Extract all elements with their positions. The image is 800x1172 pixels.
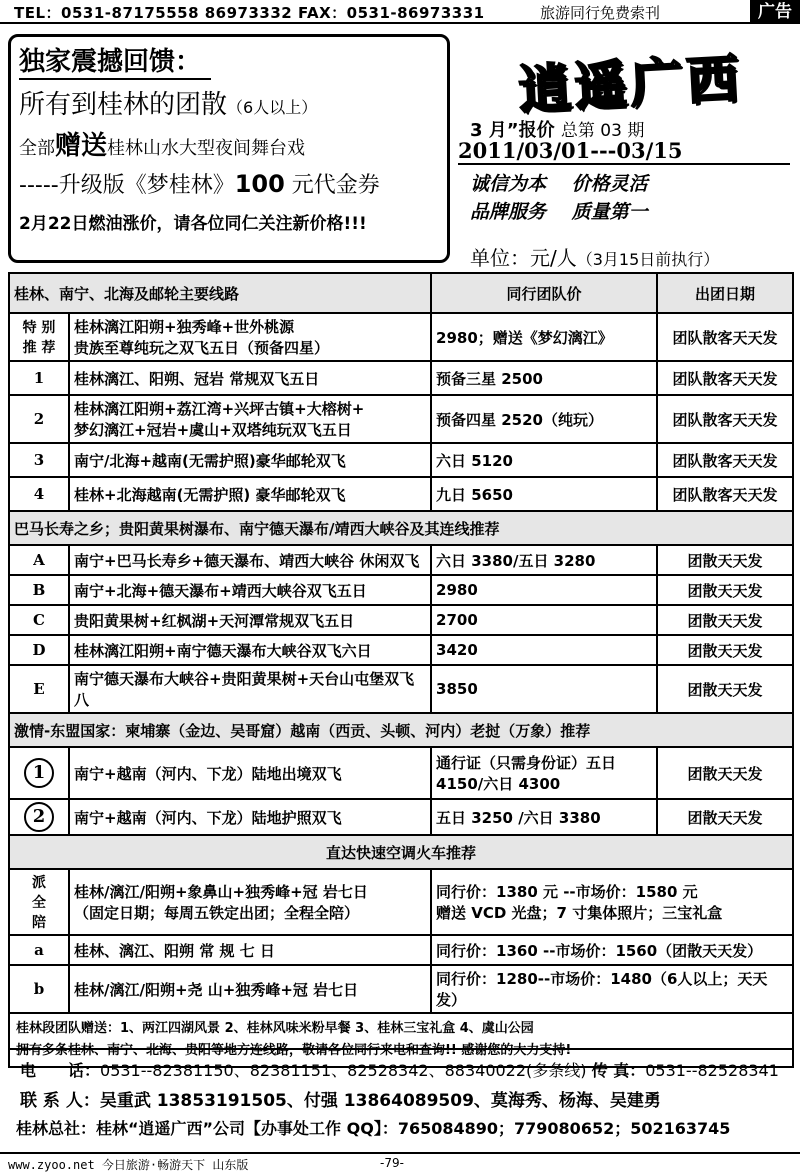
row-route: 南宁+巴马长寿乡+德天瀑布、靖西大峡谷 休闲双飞 (69, 545, 431, 575)
row-depart: 团散天天发 (657, 799, 793, 835)
table-row (9, 869, 793, 935)
row-price: 通行证（只需身份证）五日 4150/六日 4300 (431, 747, 657, 799)
row-price: 九日 5650 (431, 477, 657, 511)
row-depart: 团散天天发 (657, 747, 793, 799)
promo-line-2-note: （6人以上） (227, 98, 318, 117)
ad-badge: 广告 (750, 0, 800, 24)
row-route: 南宁德天瀑布大峡谷+贵阳黄果树+天台山屯堡双飞八 (69, 665, 431, 713)
row-index: B (9, 575, 69, 605)
promo-line-4-pre: -----升级版《梦桂林》 (19, 173, 235, 198)
row-depart: 团队散客天天发 (657, 443, 793, 477)
phone-label: 电 话： (20, 1061, 101, 1080)
contact-people: 吴重武 13853191505、付强 13864089509、莫海秀、杨海、吴建勇 (99, 1091, 661, 1111)
site-footer: www.zyoo.net 今日旅游·畅游天下 山东版 (8, 1158, 249, 1172)
row-index: E (9, 665, 69, 713)
hq-text: 桂林“逍遥广西”公司【办事处工作 QQ】：765084890；779080652；502163745 (96, 1119, 731, 1138)
hq-label: 桂林总社： (16, 1119, 97, 1138)
promo-gift-word: 赠送 (55, 131, 108, 161)
table-row (9, 747, 793, 799)
table-row (9, 545, 793, 575)
contact-note: 拥有多条桂林、南宁、北海、贵阳等地方连线路，敬请各位同行来电和查询!! 感谢您的大力支持! (16, 1043, 572, 1058)
group-bama-routes (9, 545, 793, 713)
section-train (9, 835, 793, 869)
slogan-1: 诚信为本 价格灵活 (470, 173, 648, 195)
gift-note: 桂林段团队赠送：1、两江四湖风景 2、桂林风味米粉早餐 3、桂林三宝礼盒 4、虞山公园 (16, 1021, 534, 1036)
section-train-title: 直达快速空调火车推荐 (9, 835, 793, 869)
date-range: 2011/03/01---03/15 (458, 138, 790, 165)
row-depart: 团队散客天天发 (657, 361, 793, 395)
row-index: 派 全 陪 (9, 869, 69, 935)
promo-box (8, 34, 450, 263)
brand-logo: 逍遥广西 (516, 48, 744, 121)
fuel-notice: 2月22日燃油涨价，请各位同仁关注新价格!!! (19, 214, 367, 234)
row-depart: 团队散客天天发 (657, 477, 793, 511)
route-table (8, 272, 794, 1068)
issue-number: 总第 03 期 (560, 121, 645, 141)
row-route: 桂林漓江阳朔+独秀峰+世外桃源 贵族至尊纯玩之双飞五日（预备四星） (69, 313, 431, 361)
row-depart: 团散天天发 (657, 635, 793, 665)
fax-label: 传 真： (591, 1061, 646, 1080)
row-route: 桂林/漓江/阳朔+尧 山+独秀峰+冠 岩七日 (69, 965, 431, 1013)
promo-line-4 (19, 168, 439, 199)
row-index: b (9, 965, 69, 1013)
group-train-routes (9, 869, 793, 1013)
row-index: 特 别 推 荐 (9, 313, 69, 361)
promo-line-4-post: 元代金券 (284, 173, 380, 198)
row-price: 2980 (431, 575, 657, 605)
row-route: 桂林漓江阳朔+荔江湾+兴坪古镇+大榕树+ 梦幻漓江+冠岩+虞山+双塔纯玩双飞五日 (69, 395, 431, 443)
issue-month: 3 月”报价 (470, 120, 555, 141)
row-price: 六日 5120 (431, 443, 657, 477)
slogans (470, 170, 790, 226)
contact-line: TEL：0531-87175558 86973332 FAX：0531-86973331 (14, 4, 485, 22)
footer-contacts (8, 1048, 792, 1152)
table-row (9, 965, 793, 1013)
row-depart: 团散天天发 (657, 575, 793, 605)
table-row (9, 575, 793, 605)
row-index (9, 799, 69, 835)
row-price: 五日 3250 /六日 3380 (431, 799, 657, 835)
phone-line (20, 1058, 779, 1081)
promo-line-3-pre: 全部 (19, 138, 55, 159)
publication-subtitle: 旅游同行免费索刊 (540, 4, 661, 22)
row-index-circle: 1 (24, 758, 54, 788)
header-depart: 出团日期 (657, 273, 793, 313)
row-depart: 团队散客天天发 (657, 395, 793, 443)
row-index: D (9, 635, 69, 665)
row-depart: 团散天天发 (657, 665, 793, 713)
row-index: 4 (9, 477, 69, 511)
contact-label: 联 系 人： (20, 1091, 100, 1111)
table-row (9, 477, 793, 511)
row-route: 桂林+北海越南(无需护照) 豪华邮轮双飞 (69, 477, 431, 511)
price-unit-note: （3月15日前执行） (576, 250, 720, 269)
row-index: 2 (9, 395, 69, 443)
row-route: 南宁/北海+越南(无需护照)豪华邮轮双飞 (69, 443, 431, 477)
row-price: 3420 (431, 635, 657, 665)
promo-line-2-text: 所有到桂林的团散 (19, 90, 228, 120)
row-index: A (9, 545, 69, 575)
table-row (9, 935, 793, 965)
fax-number: 0531--82528341 (645, 1061, 779, 1080)
row-route: 桂林/漓江/阳朔+象鼻山+独秀峰+冠 岩七日 （固定日期；每周五铁定出团；全程全陪） (69, 869, 431, 935)
row-route: 桂林漓江阳朔+南宁德天瀑布大峡谷双飞六日 (69, 635, 431, 665)
table-row (9, 799, 793, 835)
top-bar (0, 0, 800, 24)
price-unit-text: 单位：元/人 (470, 246, 577, 270)
table-row (9, 313, 793, 361)
row-depart: 团散天天发 (657, 545, 793, 575)
row-price: 3850 (431, 665, 657, 713)
row-index: 3 (9, 443, 69, 477)
contact-line (20, 1086, 661, 1111)
table-row (9, 665, 793, 713)
section-asean (9, 713, 793, 747)
row-route: 南宁+越南（河内、下龙）陆地护照双飞 (69, 799, 431, 835)
row-depart: 团队散客天天发 (657, 313, 793, 361)
hq-line (16, 1116, 730, 1139)
page-number: -79- (380, 1156, 404, 1170)
group-asean-routes (9, 747, 793, 835)
row-price: 2980；赠送《梦幻漓江》 (431, 313, 657, 361)
row-route: 桂林、漓江、阳朔 常 规 七 日 (69, 935, 431, 965)
table-header (9, 273, 793, 313)
promo-line-3 (19, 125, 439, 162)
promo-line-3-post: 桂林山水大型夜间舞台戏 (107, 138, 306, 159)
group-main-routes (9, 313, 793, 511)
row-price: 预备四星 2520（纯玩） (431, 395, 657, 443)
table-row (9, 443, 793, 477)
bottom-bar (0, 1152, 800, 1172)
promo-voucher-amount: 100 (234, 170, 285, 198)
row-price: 六日 3380/五日 3280 (431, 545, 657, 575)
section-bama (9, 511, 793, 545)
table-row (9, 395, 793, 443)
table-row (9, 361, 793, 395)
header-price: 同行团队价 (431, 273, 657, 313)
row-price: 2700 (431, 605, 657, 635)
row-price: 同行价：1280--市场价：1480（6人以上；天天发） (431, 965, 793, 1013)
row-index: a (9, 935, 69, 965)
table-row (9, 635, 793, 665)
row-depart: 团散天天发 (657, 605, 793, 635)
row-index-circle: 2 (24, 802, 54, 832)
table-row (9, 605, 793, 635)
phone-numbers: 0531--82381150、82381151、82528342、88340022(多条线) (100, 1061, 587, 1080)
row-route: 贵阳黄果树+红枫湖+天河潭常规双飞五日 (69, 605, 431, 635)
header-route: 桂林、南宁、北海及邮轮主要线路 (9, 273, 431, 313)
row-index: C (9, 605, 69, 635)
section-asean-title: 激情-东盟国家：柬埔寨（金边、吴哥窟）越南（西贡、头顿、河内）老挝（万象）推荐 (9, 713, 793, 747)
row-price: 同行价：1360 --市场价：1560（团散天天发） (431, 935, 793, 965)
row-route: 南宁+北海+德天瀑布+靖西大峡谷双飞五日 (69, 575, 431, 605)
row-price: 同行价：1380 元 --市场价：1580 元 赠送 VCD 光盘；7 寸集体照片；三宝礼盒 (431, 869, 793, 935)
section-bama-title: 巴马长寿之乡；贵阳黄果树瀑布、南宁德天瀑布/靖西大峡谷及其连线推荐 (9, 511, 793, 545)
promo-headline: 独家震撼回馈： (19, 41, 211, 80)
row-route: 南宁+越南（河内、下龙）陆地出境双飞 (69, 747, 431, 799)
slogan-2: 品牌服务 质量第一 (470, 201, 648, 223)
row-route: 桂林漓江、阳朔、冠岩 常规双飞五日 (69, 361, 431, 395)
row-index: 1 (9, 361, 69, 395)
price-unit (470, 242, 719, 271)
row-index (9, 747, 69, 799)
row-price: 预备三星 2500 (431, 361, 657, 395)
promo-line-2 (19, 84, 439, 121)
